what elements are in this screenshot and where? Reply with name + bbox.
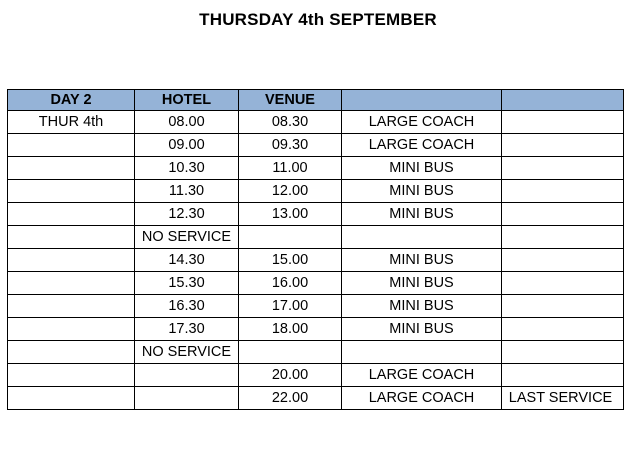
cell-hotel [135,364,239,387]
table-row [8,387,624,410]
cell-day [8,134,135,157]
header-note [502,90,624,111]
cell-venue: 22.00 [239,387,342,410]
cell-note [502,157,624,180]
cell-day [8,226,135,249]
cell-venue: 09.30 [239,134,342,157]
cell-hotel: NO SERVICE [135,226,239,249]
cell-vehicle: LARGE COACH [342,364,502,387]
cell-vehicle: LARGE COACH [342,111,502,134]
cell-vehicle: LARGE COACH [342,387,502,410]
cell-note [502,364,624,387]
cell-note [502,295,624,318]
cell-note [502,134,624,157]
cell-day [8,180,135,203]
schedule-table [7,89,624,410]
cell-venue: 18.00 [239,318,342,341]
table-row [8,111,624,134]
header-vehicle [342,90,502,111]
cell-day [8,318,135,341]
table-row [8,249,624,272]
table-row [8,272,624,295]
cell-vehicle: LARGE COACH [342,134,502,157]
cell-vehicle: MINI BUS [342,180,502,203]
cell-note [502,226,624,249]
header-venue: VENUE [239,90,342,111]
table-row [8,180,624,203]
cell-venue [239,226,342,249]
cell-day [8,157,135,180]
cell-vehicle: MINI BUS [342,295,502,318]
table-row [8,226,624,249]
cell-venue: 08.30 [239,111,342,134]
table-row [8,295,624,318]
table-row [8,203,624,226]
cell-venue: 13.00 [239,203,342,226]
cell-day [8,272,135,295]
cell-hotel: 11.30 [135,180,239,203]
cell-note [502,111,624,134]
cell-venue: 20.00 [239,364,342,387]
cell-note [502,272,624,295]
header-hotel: HOTEL [135,90,239,111]
cell-day [8,341,135,364]
cell-vehicle: MINI BUS [342,203,502,226]
cell-hotel: 14.30 [135,249,239,272]
cell-venue: 12.00 [239,180,342,203]
cell-vehicle: MINI BUS [342,249,502,272]
cell-hotel: 09.00 [135,134,239,157]
cell-note [502,180,624,203]
cell-day [8,203,135,226]
cell-venue: 17.00 [239,295,342,318]
cell-hotel: 12.30 [135,203,239,226]
cell-hotel: 15.30 [135,272,239,295]
cell-venue [239,341,342,364]
cell-day [8,249,135,272]
cell-note: LAST SERVICE [502,387,624,410]
schedule-table-header [8,90,624,111]
cell-note [502,341,624,364]
cell-vehicle: MINI BUS [342,318,502,341]
schedule-table-body [8,111,624,410]
cell-venue: 15.00 [239,249,342,272]
cell-note [502,203,624,226]
page-title: THURSDAY 4th SEPTEMBER [199,10,437,29]
cell-venue: 16.00 [239,272,342,295]
cell-vehicle [342,341,502,364]
cell-venue: 11.00 [239,157,342,180]
table-row [8,318,624,341]
table-row [8,134,624,157]
cell-vehicle: MINI BUS [342,157,502,180]
cell-note [502,318,624,341]
header-row [8,90,624,111]
header-day: DAY 2 [8,90,135,111]
cell-note [502,249,624,272]
cell-hotel: 17.30 [135,318,239,341]
table-row [8,157,624,180]
cell-hotel: 10.30 [135,157,239,180]
cell-hotel: 16.30 [135,295,239,318]
cell-vehicle [342,226,502,249]
table-row [8,364,624,387]
cell-hotel: 08.00 [135,111,239,134]
cell-day [8,387,135,410]
cell-hotel: NO SERVICE [135,341,239,364]
cell-day [8,295,135,318]
cell-day [8,364,135,387]
cell-hotel [135,387,239,410]
cell-vehicle: MINI BUS [342,272,502,295]
table-row [8,341,624,364]
cell-day: THUR 4th [8,111,135,134]
